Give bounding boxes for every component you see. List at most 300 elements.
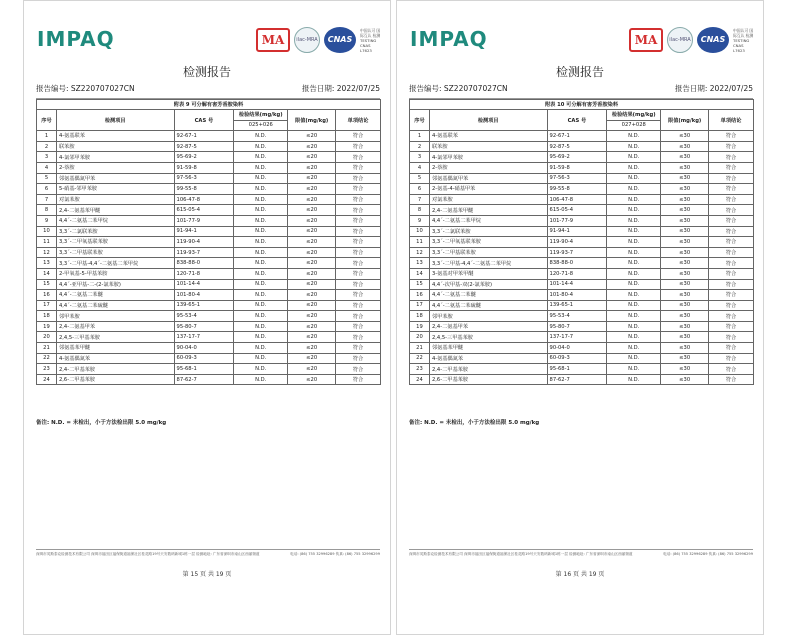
table-row: [410, 131, 754, 142]
row-limit: ≤20: [288, 194, 336, 205]
row-result: N.D.: [234, 162, 288, 173]
row-limit: ≤30: [661, 353, 709, 364]
table-row: [410, 311, 754, 322]
row-result: N.D.: [607, 237, 661, 248]
row-limit: ≤30: [661, 311, 709, 322]
row-no: 21: [410, 343, 430, 354]
row-item: 3,3´-二甲基-4,4´-二氨基二苯甲烷: [56, 258, 174, 269]
header-sample: 027+028: [607, 120, 661, 131]
row-result: N.D.: [607, 194, 661, 205]
row-cas: 91-94-1: [547, 226, 607, 237]
table-caption: 附表 10 可分解有害芳香胺染料: [410, 100, 754, 110]
row-result: N.D.: [607, 300, 661, 311]
report-page-1: [23, 0, 391, 635]
row-result: N.D.: [607, 343, 661, 354]
table-row: [37, 247, 381, 258]
table-row: [37, 152, 381, 163]
row-limit: ≤30: [661, 141, 709, 152]
row-item: 2,6-二甲基苯胺: [429, 374, 547, 385]
row-no: 1: [410, 131, 430, 142]
row-cas: 139-65-1: [174, 300, 234, 311]
document-title: 检测报告: [555, 65, 604, 79]
row-no: 8: [37, 205, 57, 216]
row-limit: ≤20: [288, 290, 336, 301]
row-item: 2-甲氧基-5-甲基苯胺: [56, 268, 174, 279]
table-row: [410, 237, 754, 248]
row-no: 19: [410, 321, 430, 332]
row-limit: ≤20: [288, 205, 336, 216]
row-result: N.D.: [607, 173, 661, 184]
row-item: 联苯胺: [56, 141, 174, 152]
certification-marks: [629, 27, 755, 53]
row-item: 5-硝基-邻甲苯胺: [56, 184, 174, 195]
row-no: 2: [37, 141, 57, 152]
table-row: [410, 332, 754, 343]
row-item: 4,4´-二氨基二苯甲烷: [56, 215, 174, 226]
row-result: N.D.: [234, 194, 288, 205]
table-row: [410, 215, 754, 226]
header-result: 检验结果(mg/kg): [234, 110, 288, 121]
table-row: [410, 321, 754, 332]
row-conclusion: 符合: [709, 184, 754, 195]
table-row: [37, 226, 381, 237]
table-row: [410, 364, 754, 375]
row-result: N.D.: [607, 205, 661, 216]
row-limit: ≤30: [661, 173, 709, 184]
row-no: 13: [37, 258, 57, 269]
row-result: N.D.: [234, 279, 288, 290]
row-no: 12: [37, 247, 57, 258]
row-item: 对氯苯胺: [56, 194, 174, 205]
table-row: [37, 215, 381, 226]
row-cas: 120-71-8: [174, 268, 234, 279]
row-item: 3,3´-二氯联苯胺: [429, 226, 547, 237]
row-limit: ≤30: [661, 226, 709, 237]
row-result: N.D.: [234, 131, 288, 142]
row-no: 6: [410, 184, 430, 195]
row-result: N.D.: [607, 353, 661, 364]
impaq-logo: IMPAQ: [410, 27, 488, 51]
row-no: 7: [37, 194, 57, 205]
row-no: 3: [410, 152, 430, 163]
row-item: 4-氯邻甲苯胺: [56, 152, 174, 163]
row-limit: ≤20: [288, 162, 336, 173]
row-conclusion: 符合: [336, 141, 381, 152]
row-result: N.D.: [234, 332, 288, 343]
remark-note: 备注: N.D. = 未检出，小于方法检出限 5.0 mg/kg: [409, 420, 540, 426]
table-row: [37, 184, 381, 195]
table-row: [410, 258, 754, 269]
row-conclusion: 符合: [709, 205, 754, 216]
row-conclusion: 符合: [709, 173, 754, 184]
row-result: N.D.: [234, 184, 288, 195]
cnas-icon: CNAS: [697, 27, 729, 53]
row-item: 2-萘胺: [56, 162, 174, 173]
row-no: 11: [410, 237, 430, 248]
row-limit: ≤30: [661, 131, 709, 142]
header-result: 检验结果(mg/kg): [607, 110, 661, 121]
report-date: 报告日期: 2022/07/25: [301, 84, 380, 93]
row-limit: ≤20: [288, 311, 336, 322]
row-conclusion: 符合: [336, 237, 381, 248]
report-meta: [36, 83, 380, 99]
row-item: 邻甲苯胺: [56, 311, 174, 322]
row-limit: ≤30: [661, 374, 709, 385]
row-limit: ≤20: [288, 300, 336, 311]
row-no: 8: [410, 205, 430, 216]
row-cas: 95-80-7: [547, 321, 607, 332]
row-limit: ≤30: [661, 237, 709, 248]
row-no: 20: [410, 332, 430, 343]
footer-contact: 电话: (86) 755 32996289 传真: (86) 755 32996299: [290, 552, 380, 556]
row-result: N.D.: [607, 311, 661, 322]
footer-address: 深圳市英斯泰克检测技术有限公司 深圳市福田区福保街道福保社区桂花路19号天安数码新城1栋一层 检测地址: 广东省深圳市南山区西丽街道: [36, 552, 260, 556]
row-cas: 101-77-9: [547, 215, 607, 226]
row-limit: ≤20: [288, 364, 336, 375]
row-conclusion: 符合: [709, 247, 754, 258]
row-result: N.D.: [234, 205, 288, 216]
row-cas: 97-56-3: [174, 173, 234, 184]
row-result: N.D.: [607, 131, 661, 142]
table-row: [37, 162, 381, 173]
cma-mark-icon: MA: [256, 28, 290, 52]
row-limit: ≤20: [288, 215, 336, 226]
row-item: 4-氨基偶氮苯: [56, 353, 174, 364]
row-cas: 95-53-4: [547, 311, 607, 322]
row-result: N.D.: [607, 279, 661, 290]
table-row: [410, 194, 754, 205]
row-limit: ≤30: [661, 279, 709, 290]
row-result: N.D.: [234, 374, 288, 385]
row-result: N.D.: [607, 215, 661, 226]
row-result: N.D.: [234, 152, 288, 163]
row-conclusion: 符合: [709, 300, 754, 311]
row-cas: 106-47-8: [174, 194, 234, 205]
row-limit: ≤20: [288, 173, 336, 184]
row-conclusion: 符合: [336, 215, 381, 226]
row-no: 17: [410, 300, 430, 311]
row-cas: 119-93-7: [547, 247, 607, 258]
row-cas: 99-55-8: [174, 184, 234, 195]
row-limit: ≤20: [288, 247, 336, 258]
row-conclusion: 符合: [709, 215, 754, 226]
row-conclusion: 符合: [336, 268, 381, 279]
row-item: 2,4-二甲基苯胺: [56, 364, 174, 375]
table-row: [37, 173, 381, 184]
row-item: 3-氨基对甲苯甲醚: [429, 268, 547, 279]
remark-note: 备注: N.D. = 未检出，小于方法检出限 5.0 mg/kg: [36, 420, 167, 426]
row-cas: 91-59-8: [174, 162, 234, 173]
row-conclusion: 符合: [709, 321, 754, 332]
row-item: 4-氨基联苯: [56, 131, 174, 142]
row-cas: 92-67-1: [547, 131, 607, 142]
row-item: 4-氯邻甲苯胺: [429, 152, 547, 163]
row-conclusion: 符合: [709, 311, 754, 322]
row-result: N.D.: [234, 258, 288, 269]
row-no: 24: [37, 374, 57, 385]
row-no: 14: [410, 268, 430, 279]
row-result: N.D.: [234, 321, 288, 332]
table-row: [410, 205, 754, 216]
row-result: N.D.: [234, 173, 288, 184]
row-limit: ≤20: [288, 237, 336, 248]
row-conclusion: 符合: [336, 258, 381, 269]
row-result: N.D.: [607, 141, 661, 152]
row-result: N.D.: [607, 364, 661, 375]
row-cas: 137-17-7: [174, 332, 234, 343]
row-limit: ≤20: [288, 141, 336, 152]
row-limit: ≤20: [288, 184, 336, 195]
row-cas: 838-88-0: [547, 258, 607, 269]
row-limit: ≤30: [661, 268, 709, 279]
row-cas: 97-56-3: [547, 173, 607, 184]
row-cas: 119-90-4: [174, 237, 234, 248]
row-no: 18: [410, 311, 430, 322]
row-no: 9: [37, 215, 57, 226]
row-limit: ≤20: [288, 332, 336, 343]
row-no: 6: [37, 184, 57, 195]
row-limit: ≤30: [661, 205, 709, 216]
row-no: 24: [410, 374, 430, 385]
row-conclusion: 符合: [709, 237, 754, 248]
row-limit: ≤20: [288, 374, 336, 385]
row-result: N.D.: [234, 247, 288, 258]
row-item: 2,4-二氨基苯甲醚: [56, 205, 174, 216]
row-no: 1: [37, 131, 57, 142]
row-result: N.D.: [234, 343, 288, 354]
row-limit: ≤20: [288, 343, 336, 354]
row-no: 10: [37, 226, 57, 237]
row-item: 4-氨基偶氮苯: [429, 353, 547, 364]
table-row: [410, 152, 754, 163]
row-conclusion: 符合: [709, 152, 754, 163]
table-row: [410, 247, 754, 258]
row-no: 20: [37, 332, 57, 343]
row-item: 2,6-二甲基苯胺: [56, 374, 174, 385]
row-limit: ≤30: [661, 194, 709, 205]
report-number: 报告编号: SZ220707027CN: [36, 84, 135, 93]
row-cas: 87-62-7: [174, 374, 234, 385]
table-row: [37, 141, 381, 152]
row-item: 对氯苯胺: [429, 194, 547, 205]
row-no: 12: [410, 247, 430, 258]
results-table: [36, 99, 381, 385]
row-item: 3,3´-二氯联苯胺: [56, 226, 174, 237]
row-item: 4,4´-次甲基-双(2-氯苯胺): [429, 279, 547, 290]
table-row: [410, 268, 754, 279]
row-no: 19: [37, 321, 57, 332]
table-row: [37, 258, 381, 269]
row-no: 21: [37, 343, 57, 354]
row-cas: 101-80-4: [174, 290, 234, 301]
header-cas: CAS 号: [547, 110, 607, 131]
row-conclusion: 符合: [336, 173, 381, 184]
table-row: [410, 279, 754, 290]
header-item: 检测项目: [56, 110, 174, 131]
row-item: 邻甲苯胺: [429, 311, 547, 322]
row-conclusion: 符合: [336, 290, 381, 301]
row-conclusion: 符合: [336, 226, 381, 237]
row-limit: ≤30: [661, 343, 709, 354]
ilac-mra-icon: ilac-MRA: [294, 27, 320, 53]
cma-mark-icon: MA: [629, 28, 663, 52]
row-cas: 60-09-3: [547, 353, 607, 364]
row-conclusion: 符合: [336, 152, 381, 163]
row-limit: ≤30: [661, 215, 709, 226]
row-item: 2,4-二氨基甲苯: [429, 321, 547, 332]
row-conclusion: 符合: [336, 184, 381, 195]
row-no: 17: [37, 300, 57, 311]
row-cas: 90-04-0: [547, 343, 607, 354]
row-no: 13: [410, 258, 430, 269]
row-cas: 92-87-5: [174, 141, 234, 152]
row-cas: 87-62-7: [547, 374, 607, 385]
row-result: N.D.: [234, 141, 288, 152]
row-item: 2,4-二氨基苯甲醚: [429, 205, 547, 216]
row-item: 3,3´-二甲基-4,4´-二氨基二苯甲烷: [429, 258, 547, 269]
row-limit: ≤20: [288, 321, 336, 332]
row-conclusion: 符合: [709, 279, 754, 290]
row-no: 18: [37, 311, 57, 322]
row-cas: 91-59-8: [547, 162, 607, 173]
row-result: N.D.: [607, 321, 661, 332]
row-conclusion: 符合: [709, 162, 754, 173]
table-row: [37, 268, 381, 279]
row-limit: ≤20: [288, 131, 336, 142]
table-row: [37, 205, 381, 216]
report-meta: [409, 83, 753, 99]
table-row: [37, 332, 381, 343]
row-conclusion: 符合: [336, 162, 381, 173]
row-item: 2,4,5-三甲基苯胺: [56, 332, 174, 343]
results-table: [409, 99, 754, 385]
report-page-2: [396, 0, 764, 635]
row-result: N.D.: [234, 311, 288, 322]
table-row: [37, 311, 381, 322]
row-limit: ≤30: [661, 247, 709, 258]
row-item: 联苯胺: [429, 141, 547, 152]
row-conclusion: 符合: [336, 194, 381, 205]
report-number: 报告编号: SZ220707027CN: [409, 84, 508, 93]
report-date: 报告日期: 2022/07/25: [674, 84, 753, 93]
row-no: 2: [410, 141, 430, 152]
row-limit: ≤20: [288, 258, 336, 269]
row-cas: 101-14-4: [174, 279, 234, 290]
row-item: 2,4,5-三甲基苯胺: [429, 332, 547, 343]
row-result: N.D.: [607, 247, 661, 258]
table-row: [37, 343, 381, 354]
row-conclusion: 符合: [336, 131, 381, 142]
table-row: [410, 184, 754, 195]
row-no: 11: [37, 237, 57, 248]
row-limit: ≤30: [661, 184, 709, 195]
row-conclusion: 符合: [709, 290, 754, 301]
row-item: 4,4´-二氨基二苯醚: [56, 290, 174, 301]
cert-text: 中国认可 国际互认 检测 TESTING CNAS L7623: [360, 27, 381, 53]
row-limit: ≤30: [661, 152, 709, 163]
row-no: 15: [410, 279, 430, 290]
row-conclusion: 符合: [336, 311, 381, 322]
row-conclusion: 符合: [709, 364, 754, 375]
row-cas: 95-68-1: [174, 364, 234, 375]
footer-contact: 电话: (86) 755 32996289 传真: (86) 755 32996299: [663, 552, 753, 556]
row-no: 5: [37, 173, 57, 184]
impaq-logo: IMPAQ: [37, 27, 115, 51]
row-item: 邻氨基偶氮甲苯: [429, 173, 547, 184]
table-row: [37, 131, 381, 142]
row-limit: ≤30: [661, 162, 709, 173]
row-no: 22: [37, 353, 57, 364]
row-result: N.D.: [234, 268, 288, 279]
row-conclusion: 符合: [336, 279, 381, 290]
row-cas: 91-94-1: [174, 226, 234, 237]
table-caption: 附表 9 可分解有害芳香胺染料: [37, 100, 381, 110]
row-no: 23: [410, 364, 430, 375]
row-cas: 106-47-8: [547, 194, 607, 205]
row-cas: 92-67-1: [174, 131, 234, 142]
row-no: 22: [410, 353, 430, 364]
table-row: [37, 374, 381, 385]
row-cas: 92-87-5: [547, 141, 607, 152]
row-no: 16: [37, 290, 57, 301]
row-cas: 101-77-9: [174, 215, 234, 226]
row-conclusion: 符合: [336, 205, 381, 216]
row-item: 3,3´-二甲氧基联苯胺: [429, 237, 547, 248]
table-row: [410, 343, 754, 354]
row-limit: ≤20: [288, 279, 336, 290]
row-conclusion: 符合: [709, 226, 754, 237]
header-no: 序号: [37, 110, 57, 131]
row-limit: ≤30: [661, 290, 709, 301]
header-no: 序号: [410, 110, 430, 131]
row-no: 15: [37, 279, 57, 290]
row-cas: 95-80-7: [174, 321, 234, 332]
row-cas: 119-93-7: [174, 247, 234, 258]
row-result: N.D.: [607, 290, 661, 301]
row-item: 4,4´-亚甲基-二-(2-氯苯胺): [56, 279, 174, 290]
row-cas: 137-17-7: [547, 332, 607, 343]
row-result: N.D.: [234, 237, 288, 248]
row-conclusion: 符合: [709, 131, 754, 142]
row-cas: 101-80-4: [547, 290, 607, 301]
row-no: 4: [410, 162, 430, 173]
page-footer: [36, 549, 380, 557]
cnas-icon: CNAS: [324, 27, 356, 53]
row-conclusion: 符合: [336, 353, 381, 364]
table-row: [410, 162, 754, 173]
row-item: 2,4-二氨基甲苯: [56, 321, 174, 332]
row-conclusion: 符合: [336, 332, 381, 343]
row-no: 16: [410, 290, 430, 301]
certification-marks: [256, 27, 382, 53]
row-item: 3,3´-二甲基联苯胺: [429, 247, 547, 258]
row-cas: 99-55-8: [547, 184, 607, 195]
row-result: N.D.: [607, 332, 661, 343]
ilac-mra-icon: ilac-MRA: [667, 27, 693, 53]
table-row: [37, 364, 381, 375]
row-limit: ≤20: [288, 226, 336, 237]
row-result: N.D.: [607, 258, 661, 269]
row-cas: 838-88-0: [174, 258, 234, 269]
row-result: N.D.: [607, 162, 661, 173]
table-row: [410, 226, 754, 237]
row-item: 2-萘胺: [429, 162, 547, 173]
row-conclusion: 符合: [709, 258, 754, 269]
table-row: [37, 279, 381, 290]
page-number: 第 15 页 共 19 页: [182, 571, 232, 578]
table-row: [410, 374, 754, 385]
row-cas: 95-53-4: [174, 311, 234, 322]
